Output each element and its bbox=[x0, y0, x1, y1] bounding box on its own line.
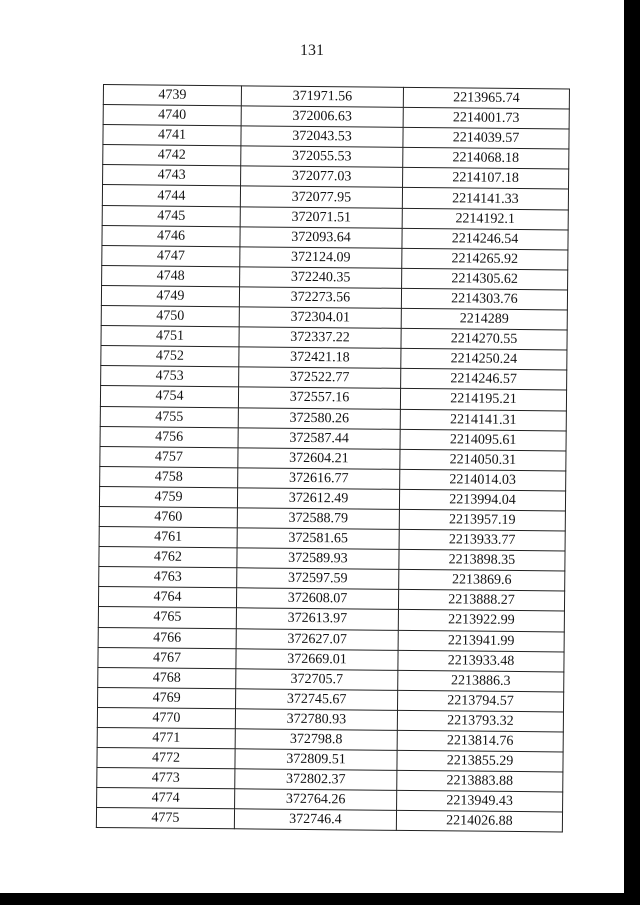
point-number-cell: 4757 bbox=[100, 446, 238, 467]
point-number-cell: 4743 bbox=[103, 165, 241, 186]
point-number-cell: 4765 bbox=[98, 607, 236, 628]
y-coordinate-cell: 2213898.35 bbox=[399, 550, 565, 572]
y-coordinate-cell: 2213883.88 bbox=[397, 771, 563, 793]
x-coordinate-cell: 372604.21 bbox=[238, 448, 400, 470]
x-coordinate-cell: 372764.26 bbox=[235, 789, 397, 811]
x-coordinate-cell: 372006.63 bbox=[241, 106, 403, 128]
y-coordinate-cell: 2213965.74 bbox=[403, 87, 569, 109]
point-number-cell: 4746 bbox=[102, 225, 240, 246]
point-number-cell: 4769 bbox=[98, 687, 236, 708]
table-body bbox=[96, 85, 569, 833]
y-coordinate-cell: 2214014.03 bbox=[400, 469, 566, 491]
y-coordinate-cell: 2214195.21 bbox=[400, 389, 566, 411]
y-coordinate-cell: 2213814.76 bbox=[397, 730, 563, 752]
x-coordinate-cell: 372669.01 bbox=[236, 648, 398, 670]
x-coordinate-cell: 372337.22 bbox=[239, 327, 401, 349]
point-number-cell: 4749 bbox=[101, 285, 239, 306]
y-coordinate-cell: 2213794.57 bbox=[398, 690, 564, 712]
x-coordinate-cell: 372055.53 bbox=[241, 146, 403, 168]
point-number-cell: 4740 bbox=[103, 105, 241, 126]
point-number-cell: 4764 bbox=[98, 587, 236, 608]
point-number-cell: 4752 bbox=[101, 346, 239, 367]
x-coordinate-cell: 372588.79 bbox=[237, 508, 399, 530]
y-coordinate-cell: 2214095.61 bbox=[400, 429, 566, 451]
x-coordinate-cell: 372589.93 bbox=[237, 548, 399, 570]
x-coordinate-cell: 372093.64 bbox=[240, 226, 402, 248]
y-coordinate-cell: 2214001.73 bbox=[403, 107, 569, 129]
x-coordinate-cell: 372124.09 bbox=[240, 247, 402, 269]
y-coordinate-cell: 2214141.33 bbox=[402, 188, 568, 210]
table-row bbox=[96, 808, 562, 833]
point-number-cell: 4772 bbox=[97, 748, 235, 769]
x-coordinate-cell: 372581.65 bbox=[237, 528, 399, 550]
point-number-cell: 4767 bbox=[98, 647, 236, 668]
y-coordinate-cell: 2213949.43 bbox=[397, 791, 563, 813]
coordinates-table bbox=[96, 84, 570, 833]
point-number-cell: 4747 bbox=[102, 245, 240, 266]
point-number-cell: 4756 bbox=[100, 426, 238, 447]
x-coordinate-cell: 372597.59 bbox=[237, 568, 399, 590]
y-coordinate-cell: 2214026.88 bbox=[396, 811, 562, 833]
point-number-cell: 4759 bbox=[99, 486, 237, 507]
x-coordinate-cell: 372043.53 bbox=[241, 126, 403, 148]
y-coordinate-cell: 2214305.62 bbox=[402, 268, 568, 290]
coordinates-table-container bbox=[96, 84, 570, 833]
x-coordinate-cell: 372240.35 bbox=[240, 267, 402, 289]
point-number-cell: 4742 bbox=[103, 145, 241, 166]
x-coordinate-cell: 372608.07 bbox=[236, 588, 398, 610]
x-coordinate-cell: 372802.37 bbox=[235, 769, 397, 791]
point-number-cell: 4775 bbox=[96, 808, 234, 829]
y-coordinate-cell: 2214303.76 bbox=[401, 288, 567, 310]
x-coordinate-cell: 372304.01 bbox=[239, 307, 401, 329]
x-coordinate-cell: 372580.26 bbox=[238, 407, 400, 429]
y-coordinate-cell: 2214289 bbox=[401, 308, 567, 330]
y-coordinate-cell: 2213957.19 bbox=[399, 509, 565, 531]
page-number: 131 bbox=[300, 42, 324, 59]
x-coordinate-cell: 372071.51 bbox=[240, 206, 402, 228]
point-number-cell: 4739 bbox=[103, 85, 241, 106]
x-coordinate-cell: 372613.97 bbox=[236, 608, 398, 630]
y-coordinate-cell: 2214246.57 bbox=[401, 369, 567, 391]
point-number-cell: 4774 bbox=[97, 788, 235, 809]
x-coordinate-cell: 372273.56 bbox=[239, 287, 401, 309]
point-number-cell: 4760 bbox=[99, 506, 237, 527]
point-number-cell: 4766 bbox=[98, 627, 236, 648]
y-coordinate-cell: 2214050.31 bbox=[400, 449, 566, 471]
x-coordinate-cell: 372612.49 bbox=[237, 488, 399, 510]
x-coordinate-cell: 372077.03 bbox=[241, 166, 403, 188]
point-number-cell: 4768 bbox=[98, 667, 236, 688]
y-coordinate-cell: 2214107.18 bbox=[403, 168, 569, 190]
x-coordinate-cell: 372746.4 bbox=[234, 809, 396, 831]
y-coordinate-cell: 2214270.55 bbox=[401, 328, 567, 350]
x-coordinate-cell: 372798.8 bbox=[235, 729, 397, 751]
y-coordinate-cell: 2213941.99 bbox=[398, 630, 564, 652]
point-number-cell: 4755 bbox=[100, 406, 238, 427]
point-number-cell: 4741 bbox=[103, 125, 241, 146]
point-number-cell: 4763 bbox=[99, 567, 237, 588]
point-number-cell: 4773 bbox=[97, 768, 235, 789]
x-coordinate-cell: 372587.44 bbox=[238, 427, 400, 449]
point-number-cell: 4762 bbox=[99, 547, 237, 568]
x-coordinate-cell: 372616.77 bbox=[238, 468, 400, 490]
y-coordinate-cell: 2213869.6 bbox=[399, 570, 565, 592]
point-number-cell: 4751 bbox=[101, 326, 239, 347]
point-number-cell: 4771 bbox=[97, 727, 235, 748]
x-coordinate-cell: 372627.07 bbox=[236, 628, 398, 650]
point-number-cell: 4770 bbox=[97, 707, 235, 728]
x-coordinate-cell: 372745.67 bbox=[236, 689, 398, 711]
y-coordinate-cell: 2213933.77 bbox=[399, 529, 565, 551]
y-coordinate-cell: 2213994.04 bbox=[399, 489, 565, 511]
y-coordinate-cell: 2213922.99 bbox=[398, 610, 564, 632]
y-coordinate-cell: 2213793.32 bbox=[397, 710, 563, 732]
x-coordinate-cell: 372421.18 bbox=[239, 347, 401, 369]
y-coordinate-cell: 2214246.54 bbox=[402, 228, 568, 250]
y-coordinate-cell: 2214192.1 bbox=[402, 208, 568, 230]
point-number-cell: 4748 bbox=[102, 265, 240, 286]
x-coordinate-cell: 372557.16 bbox=[238, 387, 400, 409]
x-coordinate-cell: 371971.56 bbox=[241, 86, 403, 108]
y-coordinate-cell: 2214265.92 bbox=[402, 248, 568, 270]
y-coordinate-cell: 2214250.24 bbox=[401, 349, 567, 371]
x-coordinate-cell: 372780.93 bbox=[235, 709, 397, 731]
y-coordinate-cell: 2213933.48 bbox=[398, 650, 564, 672]
y-coordinate-cell: 2214141.31 bbox=[400, 409, 566, 431]
y-coordinate-cell: 2214068.18 bbox=[403, 148, 569, 170]
y-coordinate-cell: 2214039.57 bbox=[403, 128, 569, 150]
y-coordinate-cell: 2213855.29 bbox=[397, 750, 563, 772]
point-number-cell: 4753 bbox=[101, 366, 239, 387]
y-coordinate-cell: 2213886.3 bbox=[398, 670, 564, 692]
point-number-cell: 4754 bbox=[100, 386, 238, 407]
point-number-cell: 4758 bbox=[100, 466, 238, 487]
x-coordinate-cell: 372522.77 bbox=[239, 367, 401, 389]
x-coordinate-cell: 372077.95 bbox=[240, 186, 402, 208]
point-number-cell: 4744 bbox=[102, 185, 240, 206]
point-number-cell: 4745 bbox=[102, 205, 240, 226]
x-coordinate-cell: 372809.51 bbox=[235, 749, 397, 771]
point-number-cell: 4750 bbox=[101, 306, 239, 327]
y-coordinate-cell: 2213888.27 bbox=[398, 590, 564, 612]
point-number-cell: 4761 bbox=[99, 527, 237, 548]
x-coordinate-cell: 372705.7 bbox=[236, 669, 398, 691]
